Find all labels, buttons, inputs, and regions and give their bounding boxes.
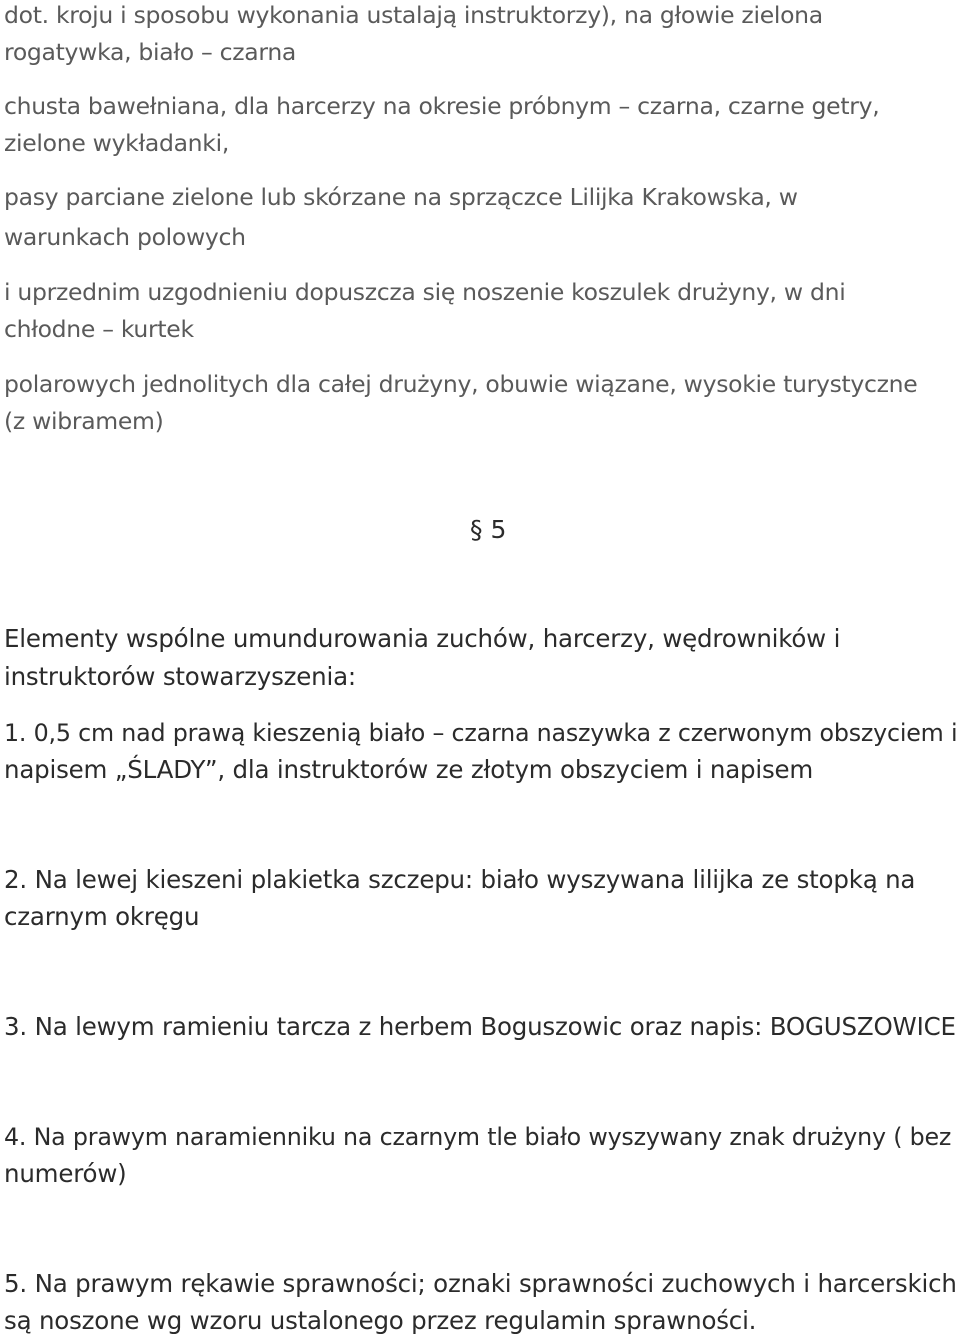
section-intro-line: Elementy wspólne umundurowania zuchów, harcerzy, wędrowników i	[4, 624, 841, 653]
section-heading: § 5	[470, 515, 507, 544]
intro-line: warunkach polowych	[4, 223, 246, 251]
list-item-1-line: napisem „ŚLADY”, dla instruktorów ze złotym obszyciem i napisem	[4, 755, 814, 784]
list-item-4-line: numerów)	[4, 1159, 127, 1188]
list-item-2-line: czarnym okręgu	[4, 902, 200, 931]
list-item-3-line: 3. Na lewym ramieniu tarcza z herbem Boguszowic oraz napis: BOGUSZOWICE	[4, 1012, 956, 1041]
intro-line: dot. kroju i sposobu wykonania ustalają instruktorzy), na głowie zielona	[4, 1, 823, 29]
list-item-5-line: 5. Na prawym rękawie sprawności; oznaki sprawności zuchowych i harcerskich	[4, 1269, 957, 1298]
list-item-2-line: 2. Na lewej kieszeni plakietka szczepu: biało wyszywana lilijka ze stopką na	[4, 865, 916, 894]
section-intro-line: instruktorów stowarzyszenia:	[4, 662, 356, 691]
list-item-1-line: 1. 0,5 cm nad prawą kieszenią biało – czarna naszywka z czerwonym obszyciem i	[4, 719, 958, 747]
intro-line: rogatywka, biało – czarna	[4, 38, 297, 66]
intro-line: (z wibramem)	[4, 407, 164, 435]
list-item-5-line: są noszone wg wzoru ustalonego przez regulamin sprawności.	[4, 1306, 757, 1335]
intro-line: pasy parciane zielone lub skórzane na sprzączce Lilijka Krakowska, w	[4, 183, 798, 211]
intro-line: i uprzednim uzgodnieniu dopuszcza się noszenie koszulek drużyny, w dni	[4, 278, 846, 306]
intro-line: chłodne – kurtek	[4, 315, 194, 343]
intro-line: zielone wykładanki,	[4, 129, 229, 157]
intro-line: polarowych jednolitych dla całej drużyny, obuwie wiązane, wysokie turystyczne	[4, 370, 918, 398]
intro-line: chusta bawełniana, dla harcerzy na okresie próbnym – czarna, czarne getry,	[4, 92, 880, 120]
list-item-4-line: 4. Na prawym naramienniku na czarnym tle biało wyszywany znak drużyny ( bez	[4, 1123, 952, 1151]
